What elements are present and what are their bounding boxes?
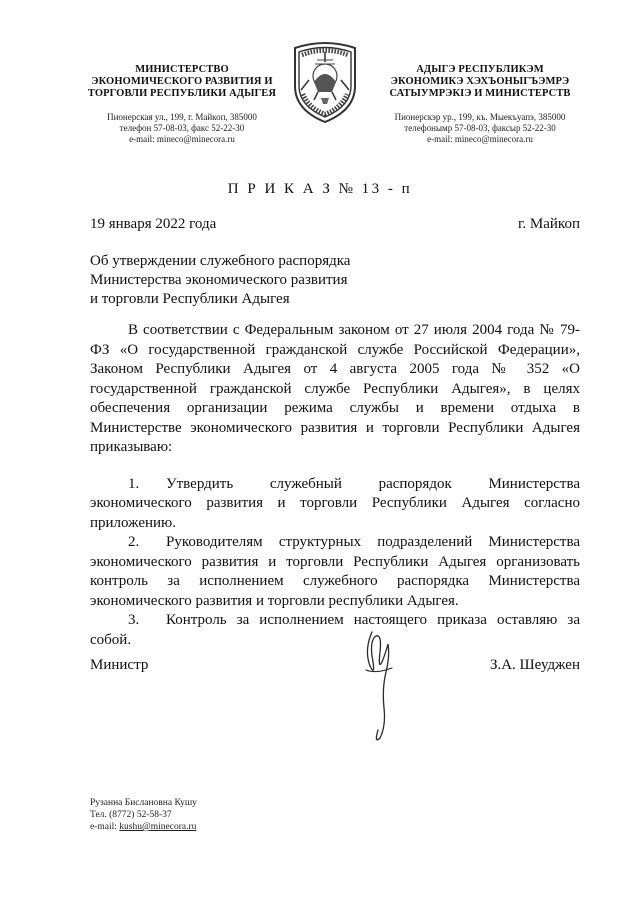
ministry-contacts-ady: [380, 112, 580, 145]
header-left-block: [82, 64, 282, 145]
address-ady: Пионерскэр ур., 199, къ. Мыекъуапэ, 385000: [394, 112, 566, 122]
handwritten-signature-icon: [352, 626, 404, 746]
executor-name: Рузанна Бислановна Кушу: [90, 798, 197, 808]
date-row: [90, 216, 580, 233]
ministry-contacts-ru: [82, 112, 282, 145]
email-ady: e-mail: mineco@minecora.ru: [427, 134, 533, 144]
order-title: П Р И К А З № 13 - п: [227, 181, 413, 197]
order-body: [90, 321, 580, 650]
order-items: [90, 475, 580, 651]
republic-of-adygea-coat-of-arms-icon: [287, 40, 363, 124]
order-item-3: [90, 611, 580, 650]
item-text: Контроль за исполнением настоящего приказа оставляю за собой.: [90, 612, 580, 648]
order-date: 19 января 2022 года: [90, 216, 217, 232]
email-ru: e-mail: mineco@minecora.ru: [129, 134, 235, 144]
ministry-name-ady: АДЫГЭ РЕСПУБЛИКЭМ ЭКОНОМИКЭ ХЭХЪОНЫГЪЭМРЭ САТЫУМРЭКIЭ И МИНИСТЕРСТВ: [389, 64, 571, 99]
item-text: Руководителям структурных подразделений Министерства экономического развития и торговли Республики Адыгея организовать контроль за исполнением служебного распорядка Министерства экономического развития и торговли республики Адыгея.: [90, 534, 580, 609]
signatory-name: З.А. Шеуджен: [489, 657, 580, 673]
phone-ady: телефонымр 57-08-03, факсыр 52-22-30: [404, 123, 556, 133]
executor-block: [90, 797, 197, 833]
order-item-2: [90, 533, 580, 611]
order-subject: Об утверждении служебного распорядка Министерства экономического развития и торговли Республики Адыгея: [90, 253, 351, 307]
order-item-1: [90, 475, 580, 534]
item-number: 2.: [128, 534, 140, 550]
executor-email: e-mail: kushu@minecora.ru: [90, 822, 197, 832]
executor-phone: Тел. (8772) 52-58-37: [90, 810, 172, 820]
item-number: 3.: [128, 612, 140, 628]
item-number: 1.: [128, 475, 140, 492]
address-ru: Пионерская ул., 199, г. Майкоп, 385000: [107, 112, 257, 122]
order-preamble: В соответствии с Федеральным законом от 27 июля 2004 года № 79-ФЗ «О государственной гражданской службе Российской Федерации», Законом Республики Адыгея от 4 августа 2005 года № 352 «О государственной гражданской службе Республики Адыгея», в целях обеспечения организации режима службы и времени отдыха в Министерстве экономического развития и торговли Республики Адыгея приказываю:: [90, 322, 580, 455]
signature-row: [90, 657, 580, 674]
signatory-position: Министр: [90, 657, 149, 673]
executor-email-link[interactable]: kushu@minecora.ru: [119, 822, 197, 832]
item-text: Утвердить служебный распорядок Министерства экономического развития и торговли Республики Адыгея согласно приложению.: [90, 475, 580, 531]
ministry-name-ru: МИНИСТЕРСТВО ЭКОНОМИЧЕСКОГО РАЗВИТИЯ И ТОРГОВЛИ РЕСПУБЛИКИ АДЫГЕЯ: [87, 64, 277, 99]
phone-ru: телефон 57-08-03, факс 52-22-30: [119, 123, 245, 133]
header-right-block: [380, 64, 580, 145]
order-city: г. Майкоп: [517, 216, 580, 232]
